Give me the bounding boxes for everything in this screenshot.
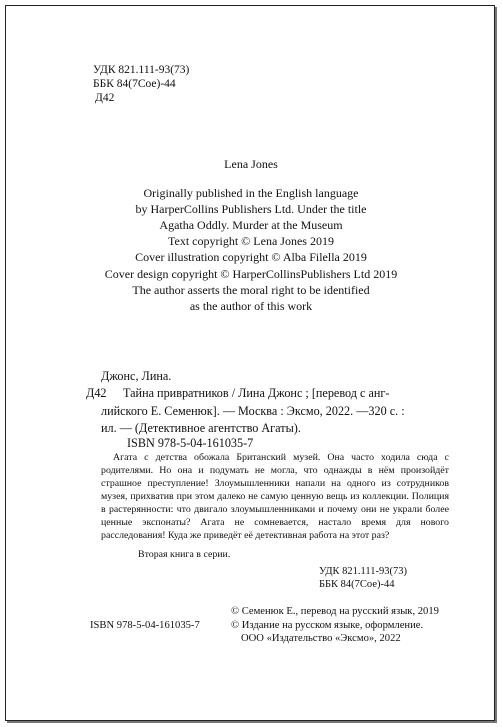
- entry-author: Джонс, Лина.: [101, 369, 172, 383]
- bbk-code: ББК 84(7Сое)-44: [93, 78, 176, 90]
- abstract-paragraph: Агата с детства обожала Британский музей. Она часто ходила сюда с родителями. Но она и подумать не могла, что однажды в нём произойдёт страшное преступление! Злоумышленники напали на одного из сотрудников музея, прихватив при этом далеко не самую ценную вещь из коллекции. Полиция в растерянности: что двигало злоумышленниками и почему они не украли более ценные экспонаты? Агата не сомневается, настало время для нового расследования! Куда же приведёт её детективная работа на этот раз?: [101, 452, 449, 541]
- entry-isbn: ISBN 978-5-04-161035-7: [127, 436, 254, 450]
- copyright-line: © Издание на русском языке, оформление.: [231, 619, 424, 631]
- credit-line: The author asserts the moral right to be identified: [132, 282, 370, 297]
- credit-line: by HarperCollins Publishers Ltd. Under the title: [135, 202, 367, 217]
- udk-code-bottom: УДК 821.111-93(73): [319, 566, 407, 577]
- credit-line: Agatha Oddly. Murder at the Museum: [159, 218, 343, 233]
- udk-code: УДК 821.111-93(73): [93, 64, 190, 76]
- abstract-text: [101, 451, 449, 542]
- book-imprint-page: [5, 5, 495, 721]
- catalog-bottom: [319, 565, 407, 591]
- bbk-code-bottom: ББК 84(7Сое)-44: [319, 579, 395, 590]
- catalog-block: [93, 63, 189, 105]
- author-sign: Д42: [95, 92, 115, 104]
- entry-code: Д42: [86, 386, 107, 400]
- credit-line: Cover design copyright © HarperCollinsPublishers Ltd 2019: [104, 266, 398, 281]
- credit-line: as the author of this work: [189, 298, 313, 313]
- copyright-line: ООО «Издательство «Эксмо», 2022: [241, 633, 401, 645]
- isbn-bottom: ISBN 978-5-04-161035-7: [90, 620, 200, 631]
- credit-line: Text copyright © Lena Jones 2019: [168, 234, 334, 249]
- credit-line: Originally published in the English language: [143, 186, 359, 201]
- original-credits: [6, 156, 496, 314]
- series-note: Вторая книга в серии.: [138, 549, 231, 560]
- entry-line: Тайна привратников / Лина Джонс ; [перевод с анг-: [123, 386, 390, 400]
- entry-line: ил. — (Детективное агентство Агаты).: [101, 421, 301, 435]
- copyright-line: © Семенюк Е., перевод на русский язык, 2019: [231, 606, 439, 617]
- copyright-block: [231, 605, 439, 646]
- credit-line: Lena Jones: [224, 157, 278, 171]
- credit-line: Cover illustration copyright © Alba Filella 2019: [135, 250, 367, 265]
- entry-line: лийского Е. Семенюк]. — Москва : Эксмо, 2022. —320 с. :: [101, 403, 405, 418]
